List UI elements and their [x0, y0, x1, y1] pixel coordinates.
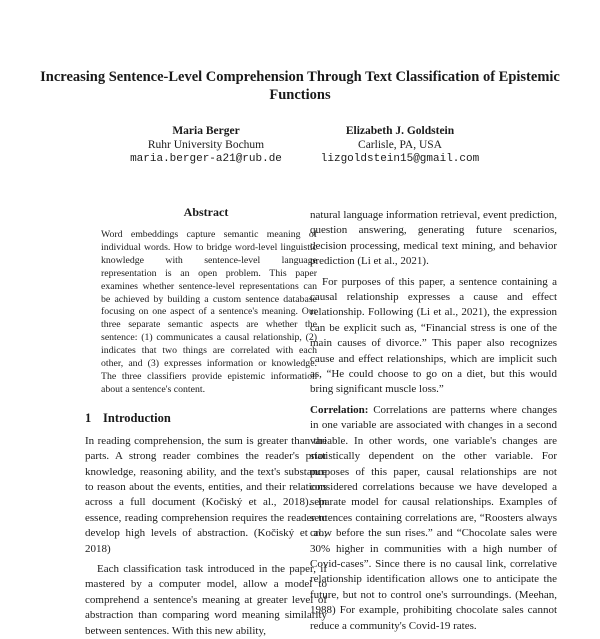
author-block: [106, 124, 306, 166]
author-name: Elizabeth J. Goldstein: [345, 125, 455, 137]
paragraph: Each classification task introduced in the paper, if mastered by a computer model, allow a model to comprehend a sentence's meaning at greater level of abstraction than comparing word meaning similarity between sentences. With this new ability,: [85, 563, 327, 637]
section-title: Introduction: [103, 410, 171, 425]
correlation-text: Correlations are patterns where changes in one variable are associated with changes in a second variable. In other words, one variable's changes are statistically dependent on the other variable. For purposes of this paper, causal relationships are not considered correlations because we have developed a separate model for causal relationships. Examples of sentences containing correlations are, “Roosters always crow before the sun rises.” and “Chocolate sales were 30% higher in communities with a high number of Covid-cases”. Since there is no causal link, correlative relationship identification allows one to anticipate the future, but not to control one's surroundings. (Meehan, 1988) For example, prohibiting chocolate sales cannot reduce a community's Covid-19 rates.: [310, 403, 557, 632]
author-email[interactable]: maria.berger-a21@rub.de: [130, 153, 282, 165]
left-column: [85, 205, 327, 639]
paragraph: For purposes of this paper, a sentence containing a causal relationship expresses a cause and effect relationship. Following (Li et al., 2021), the expression can be explicit such as, “Financial stress is one of the main causes of divorce.” This paper also recognizes cause and effect relationships, which are implicit such as, “He could choose to go on a diet, but this would bring significant muscle loss.”: [310, 275, 557, 396]
paragraph: natural language information retrieval, event prediction, question answering, generating future scenarios, decision processing, medical text mining, and behavior prediction (Li et al., 2021).: [310, 209, 557, 268]
abstract-text: Word embeddings capture semantic meaning of individual words. How to bridge word-level linguistic knowledge with sentence-level language representation is an open problem. This paper examines whether sentence-level representations can be achieved by building a custom sentence database focusing on one aspect of a sentence's meaning. Our three separate semantic aspects are whether the sentence: (1) communicates a causal relationship, (2) indicates that two things are correlated with each other, and (3) expresses information or knowledge. The three classifiers provide epistemic information about a sentence's content.: [101, 229, 317, 395]
author-affiliation: Carlisle, PA, USA: [358, 139, 442, 151]
author-block: [300, 124, 500, 166]
author-email[interactable]: lizgoldstein15@gmail.com: [320, 153, 480, 165]
section-number: 1: [85, 410, 92, 425]
paragraph: In reading comprehension, the sum is greater than the parts. A strong reader combines the reader's prior knowledge, reasoning ability, and the text's substance to reason about the events, entities, and their relations across a full document (Kočiský et al., 2018). In essence, reading comprehension requires the reader to develop high levels of abstraction. (Kočiský et al., 2018): [85, 434, 327, 555]
paper-title: Increasing Sentence-Level Comprehension Through Text Classification of Epistemic Functions: [40, 69, 560, 103]
right-column: [310, 208, 557, 634]
section-heading-introduction: [85, 411, 327, 426]
author-affiliation: Ruhr University Bochum: [147, 139, 265, 151]
abstract-heading: Abstract: [183, 205, 229, 219]
author-name: Maria Berger: [172, 125, 240, 137]
correlation-paragraph: [310, 403, 557, 634]
run-in-heading: Correlation:: [310, 403, 369, 416]
